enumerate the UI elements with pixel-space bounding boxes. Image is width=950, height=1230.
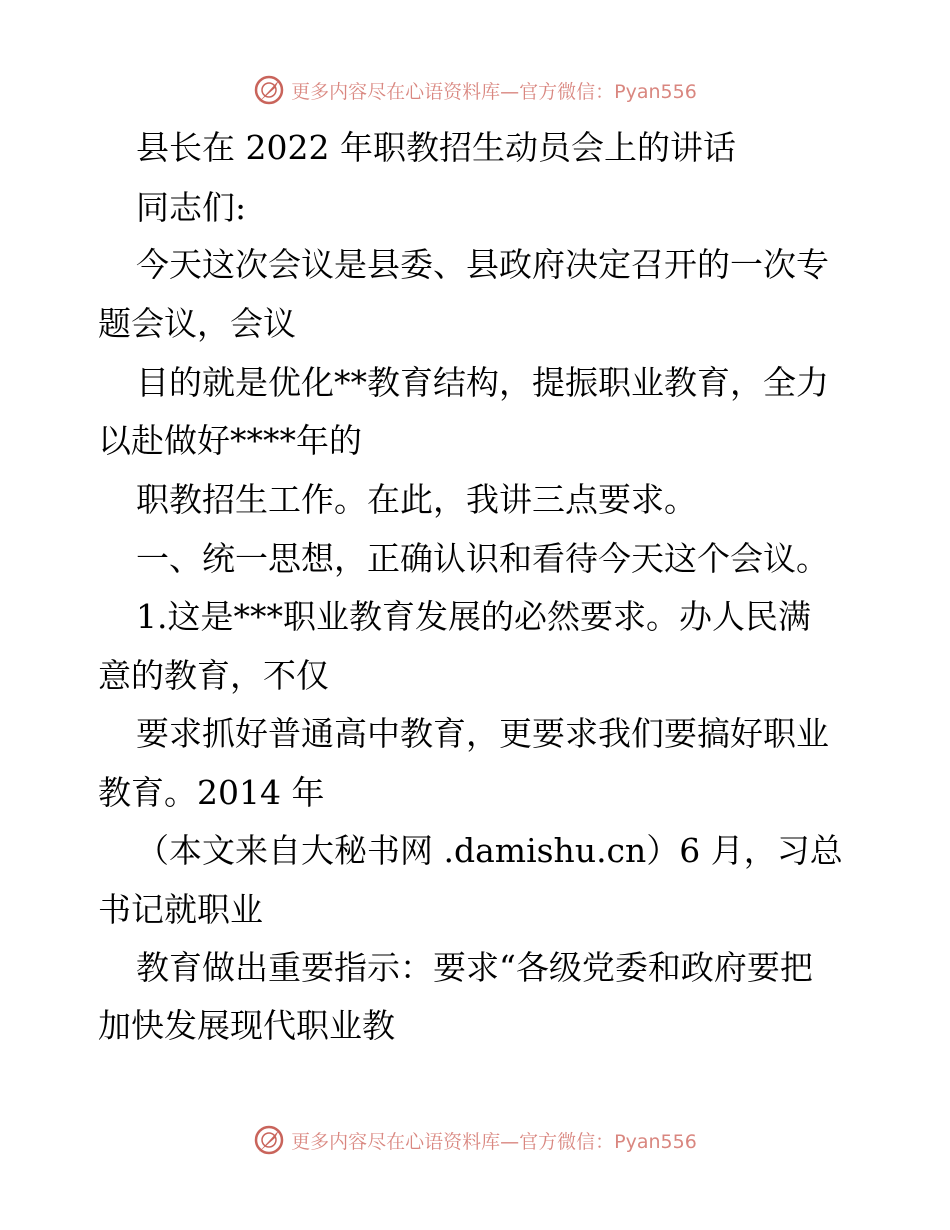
text-line: 要求抓好普通高中教育，更要求我们要搞好职业 [136,714,829,753]
quill-pen-logo-icon [253,1124,285,1156]
text-line: 题会议，会议 [98,304,296,343]
text-line: 一、统一思想，正确认识和看待今天这个会议。 [136,539,829,578]
text-line: 职教招生工作。在此，我讲三点要求。 [136,480,697,519]
text-line: 1.这是***职业教育发展的必然要求。办人民满 [136,597,811,636]
document-title: 县长在 2022 年职教招生动员会上的讲话 [136,128,736,167]
watermark-banner-top [0,70,950,110]
text-line: 同志们: [136,188,247,227]
text-line: 加快发展现代职业教 [98,1006,395,1045]
watermark-text: 更多内容尽在心语资料库—官方微信：Pyan556 [291,80,697,103]
watermark-text: 更多内容尽在心语资料库—官方微信：Pyan556 [291,1130,697,1153]
text-line: 今天这次会议是县委、县政府决定召开的一次专 [136,245,829,284]
quill-pen-logo-icon [253,74,285,106]
text-line: 教育做出重要指示：要求“各级党委和政府要把 [136,948,813,987]
text-line: 书记就职业 [98,890,263,929]
text-line: 意的教育，不仅 [98,656,329,695]
text-line: 教育。2014 年 [98,773,325,812]
watermark-banner-bottom [0,1120,950,1160]
text-line: 以赴做好****年的 [98,421,362,460]
text-line: （本文来自大秘书网 .damishu.cn）6 月，习总 [136,831,843,870]
text-line: 目的就是优化**教育结构，提振职业教育，全力 [136,363,829,402]
